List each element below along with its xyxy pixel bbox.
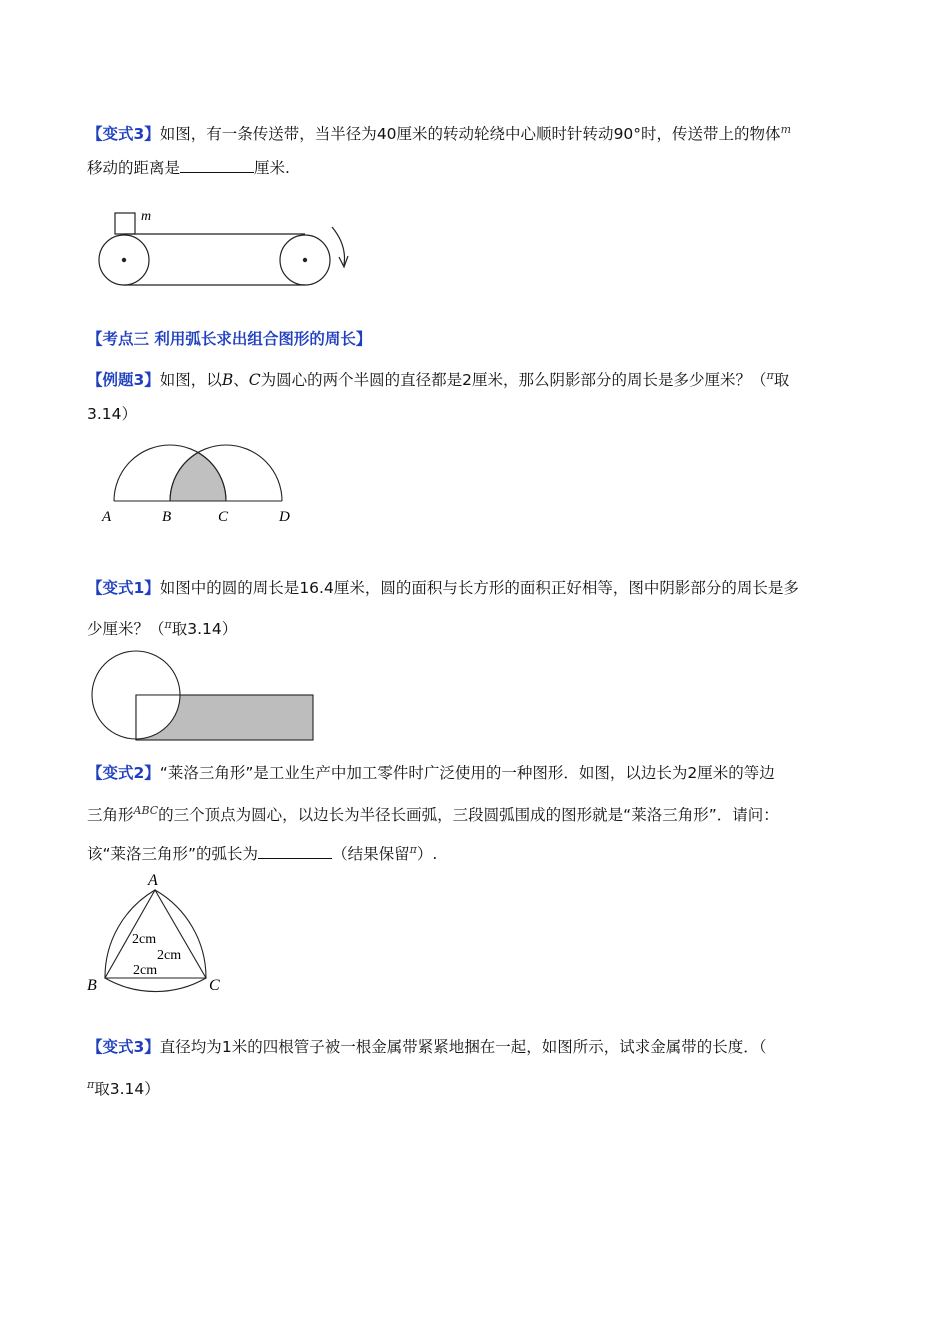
- q4-text-c: 三角形: [87, 806, 134, 824]
- q3-text-d: 取: [171, 620, 188, 638]
- q4-var-abc: ABC: [133, 804, 159, 817]
- q3-text-b: 厘米，圆的面积与长方形的面积正好相等，图中阴影部分的周长是多: [333, 579, 799, 597]
- q4-line-1: [87, 763, 775, 783]
- q5-pi: π: [87, 1078, 95, 1091]
- q4-line-3: [87, 840, 437, 864]
- q5-diameter: 1: [221, 1038, 232, 1056]
- q3-value: 3.14: [187, 620, 222, 638]
- object-m-label: m: [141, 209, 152, 224]
- q5-tag: 【变式3】: [87, 1038, 160, 1056]
- q3-text-c: 少厘米？（: [87, 620, 165, 638]
- point-a-label: A: [102, 509, 112, 525]
- q4-text-g: ）.: [416, 845, 438, 863]
- right-wheel-center: [303, 258, 307, 262]
- reuleaux-triangle-figure: [83, 868, 233, 998]
- left-wheel-center: [122, 258, 126, 262]
- q4-text-e: 该“莱洛三角形”的弧长为: [87, 845, 259, 863]
- q3-line-2: [87, 615, 237, 639]
- q5-value: 3.14: [109, 1080, 145, 1098]
- q2-text-a: 如图，以: [159, 371, 222, 389]
- section-heading: 【考点三 利用弧长求出组合图形的周长】: [87, 330, 372, 348]
- q2-text-d: 取: [773, 371, 790, 389]
- q2-line-2: [87, 404, 137, 424]
- q5-text-a: 直径均为: [159, 1038, 222, 1056]
- q4-line-2: [87, 801, 779, 825]
- q3-text-a: 如图中的圆的周长是: [159, 579, 300, 597]
- two-semicircles-figure: [95, 440, 305, 530]
- q4-text-b: 厘米的等边: [697, 764, 775, 782]
- q1-angle: 90°: [613, 125, 642, 143]
- q3-close: ）: [221, 620, 238, 638]
- q2-var-b: B: [221, 371, 234, 389]
- q1-answer-blank: [180, 158, 254, 173]
- q1-tag: 【变式3】: [87, 125, 160, 143]
- rotation-arrowhead: [339, 256, 348, 267]
- q2-var-c: C: [248, 371, 261, 389]
- q1-text-d: 移动的距离是: [87, 159, 181, 177]
- q4-pi: π: [409, 843, 417, 856]
- side-bc-length: 2cm: [133, 963, 158, 978]
- q4-tag: 【变式2】: [87, 764, 160, 782]
- q4-side: 2: [687, 764, 698, 782]
- vertex-a-label: A: [148, 872, 158, 889]
- q5-line-2: [87, 1075, 160, 1099]
- q5-close: ）: [144, 1080, 160, 1098]
- q2-text-b: 为圆心的两个半圆的直径都是: [260, 371, 463, 389]
- q1-radius: 40: [376, 125, 397, 143]
- q1-text-a: 如图，有一条传送带，当半径为: [159, 125, 377, 143]
- rotation-arrow: [332, 227, 345, 265]
- q3-pi: π: [164, 618, 172, 631]
- q1-var-m: m: [780, 123, 791, 136]
- circle-rectangle-figure: [88, 648, 318, 744]
- object-m-box: [115, 213, 135, 234]
- q2-tag: 【例题3】: [87, 371, 160, 389]
- conveyor-belt-figure: [95, 205, 355, 295]
- q1-line-1: [87, 120, 791, 144]
- vertex-c-label: C: [209, 977, 220, 994]
- point-d-label: D: [279, 509, 290, 525]
- q5-text-c: 取: [94, 1080, 110, 1098]
- q4-text-f: （结果保留: [332, 845, 410, 863]
- q2-diameter: 2: [462, 371, 472, 389]
- q4-text-d: 的三个顶点为圆心，以边长为半径长画弧，三段圆弧围成的图形就是“莱洛三角形”．请问：: [158, 806, 779, 824]
- point-b-label: B: [162, 509, 172, 525]
- side-ab-length: 2cm: [132, 932, 157, 947]
- q4-text-a: “莱洛三角形”是工业生产中加工零件时广泛使用的一种图形．如图，以边长为: [159, 764, 688, 782]
- q4-answer-blank: [258, 844, 332, 859]
- q3-line-1: [87, 578, 799, 598]
- q1-line-2: [87, 158, 290, 178]
- q2-sep: 、: [233, 371, 249, 389]
- side-ac-length: 2cm: [157, 948, 182, 963]
- q2-line-1: [87, 366, 789, 390]
- q3-circumference: 16.4: [299, 579, 334, 597]
- q2-text-c: 厘米，那么阴影部分的周长是多少厘米？（: [471, 371, 767, 389]
- q2-value: 3.14: [87, 405, 122, 423]
- q1-text-c: 时，传送带上的物体: [641, 125, 781, 143]
- vertex-b-label: B: [87, 977, 97, 994]
- shaded-lens: [170, 453, 226, 502]
- q3-tag: 【变式1】: [87, 579, 160, 597]
- point-c-label: C: [218, 509, 229, 525]
- q2-pi: π: [766, 369, 774, 382]
- q1-text-e: 厘米.: [254, 159, 290, 177]
- q5-text-b: 米的四根管子被一根金属带紧紧地捆在一起，如图所示，试求金属带的长度．（: [231, 1038, 767, 1056]
- q2-close: ）: [121, 405, 138, 423]
- q1-text-b: 厘米的转动轮绕中心顺时针转动: [396, 125, 614, 143]
- q5-line-1: [87, 1037, 766, 1057]
